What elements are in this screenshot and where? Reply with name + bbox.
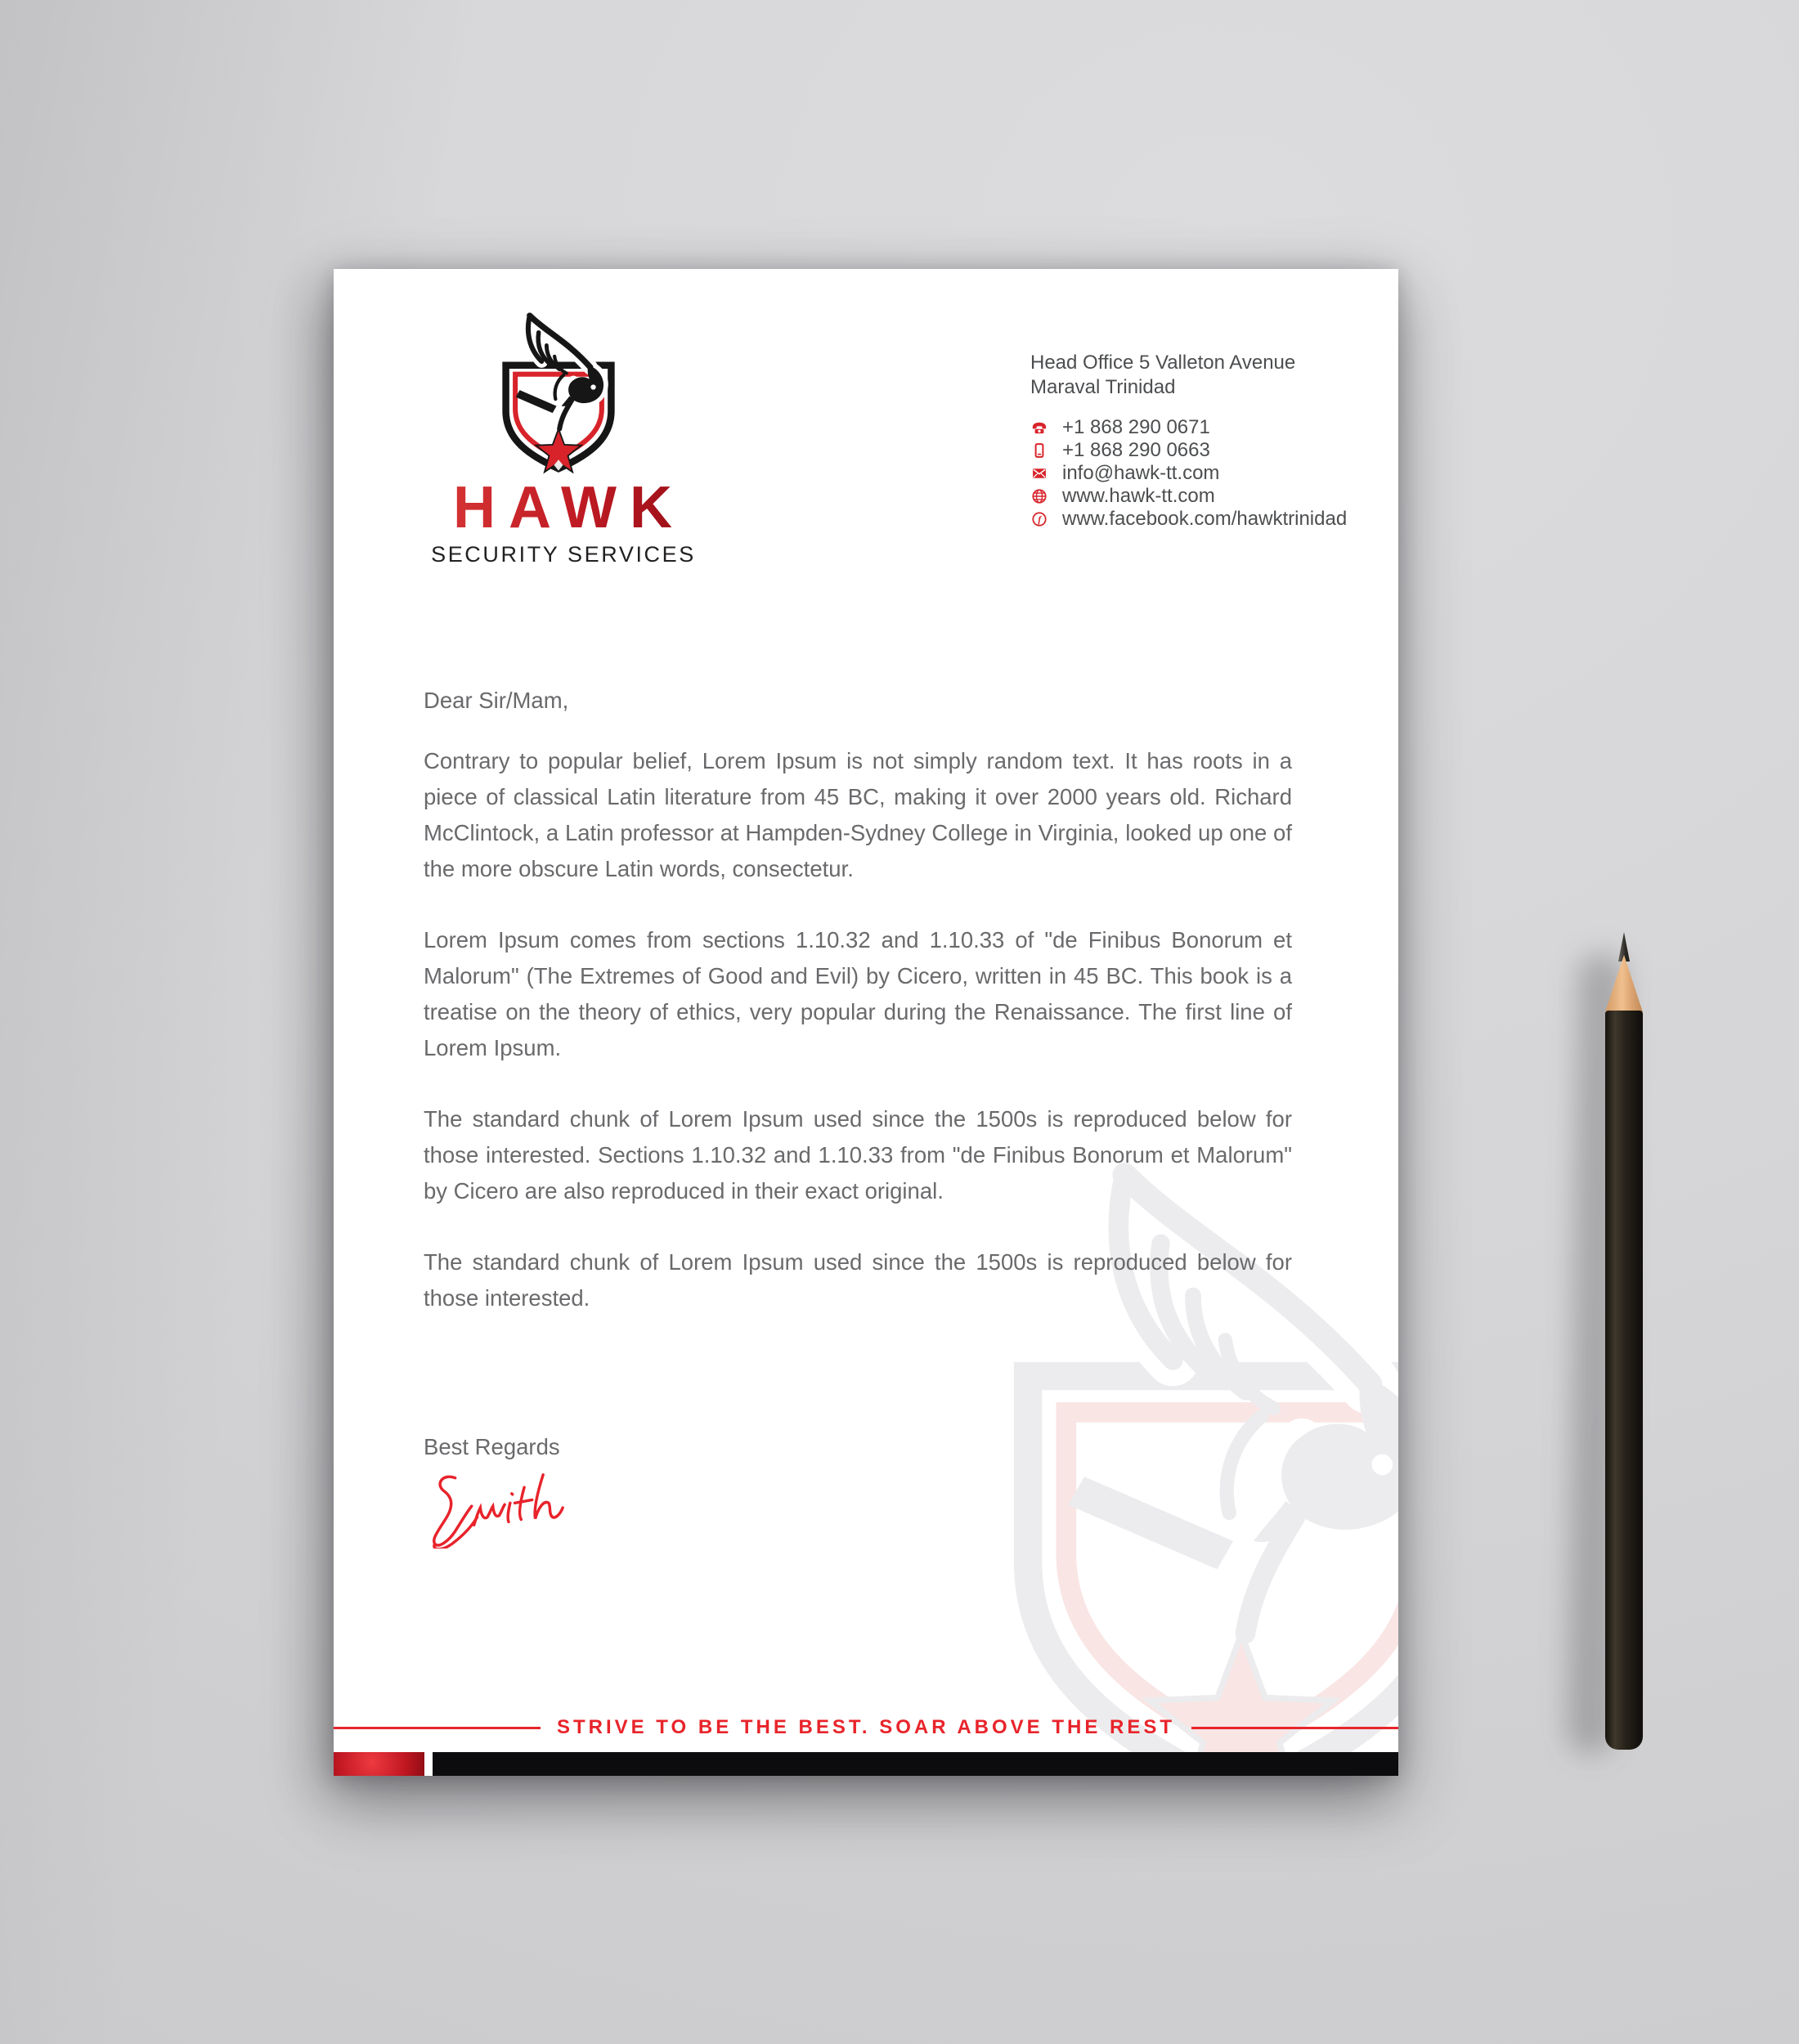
brand-name: HAWK (415, 478, 710, 537)
facebook-url: www.facebook.com/hawktrinidad (1062, 507, 1348, 530)
paragraph-3: The standard chunk of Lorem Ipsum used since the 1500s is reproduced below for those interested. Sections 1.10.32 and 1.10.33 from "de Finibus Bonorum et Malorum" by Cicero are also reproduced in their exact original. (424, 1106, 1292, 1204)
contact-row-mobile (1030, 438, 1382, 461)
website-url: www.hawk-tt.com (1062, 484, 1215, 507)
logo-text (415, 475, 710, 567)
footer-tagline-row (334, 1715, 1398, 1740)
pencil-body (1605, 1011, 1643, 1750)
facebook-icon (1030, 510, 1048, 528)
footer-color-bar (334, 1752, 1398, 1776)
letter-body (424, 683, 1292, 1549)
address-line-1: Head Office 5 Valleton Avenue (1030, 352, 1296, 374)
footer-bar-gap (424, 1752, 433, 1776)
paragraph-2: Lorem Ipsum comes from sections 1.10.32 and 1.10.33 of "de Finibus Bonorum et Malorum" (The Extremes of Good and Evil) by Cicero, written in 45 BC. This book is a treatise on the theory of ethics, very popular during the Renaissance. The first line of Lorem Ipsum. (424, 927, 1292, 1060)
email-icon (1030, 464, 1048, 482)
address-line-2: Maraval Trinidad (1030, 376, 1176, 398)
contact-block (1030, 351, 1382, 532)
globe-icon (1030, 487, 1048, 505)
brand-subtitle: SECURITY SERVICES (431, 542, 696, 567)
contact-row-email (1030, 461, 1382, 484)
head-office-address (1030, 351, 1382, 400)
contact-list (1030, 415, 1382, 530)
tagline-rule-right (1191, 1727, 1398, 1729)
paragraph-4: The standard chunk of Lorem Ipsum used since the 1500s is reproduced below for those interested. (424, 1249, 1292, 1311)
email-address: info@hawk-tt.com (1062, 461, 1220, 484)
phone-icon (1030, 419, 1048, 437)
salutation: Dear Sir/Mam, (424, 688, 569, 713)
footer-black-bar (433, 1752, 1398, 1776)
pencil-wood-cone (1605, 955, 1643, 1012)
contact-row-facebook (1030, 509, 1382, 528)
pencil (1605, 932, 1643, 1750)
mobile-number: +1 868 290 0663 (1062, 438, 1210, 461)
hawk-shield-logo-icon (494, 312, 623, 486)
letterhead-page (334, 269, 1398, 1776)
contact-row-website (1030, 486, 1382, 505)
paragraph-1: Contrary to popular belief, Lorem Ipsum is not simply random text. It has roots in a piece of classical Latin literature from 45 BC, making it over 2000 years old. Richard McClintock, a Latin professor at Hampden-Sydney College in Virginia, looked up one of the more obscure Latin words, consectetur. (424, 748, 1292, 881)
footer-tagline: STRIVE TO BE THE BEST. SOAR ABOVE THE REST (556, 1716, 1176, 1738)
contact-row-phone (1030, 415, 1382, 438)
mobile-icon (1030, 442, 1048, 459)
phone-number: +1 868 290 0671 (1062, 415, 1210, 438)
svg-text:f: f (1038, 514, 1042, 525)
tagline-rule-left (334, 1727, 541, 1729)
signature-smith (427, 1470, 587, 1549)
closing: Best Regards (424, 1434, 560, 1459)
footer-red-block (334, 1752, 424, 1776)
